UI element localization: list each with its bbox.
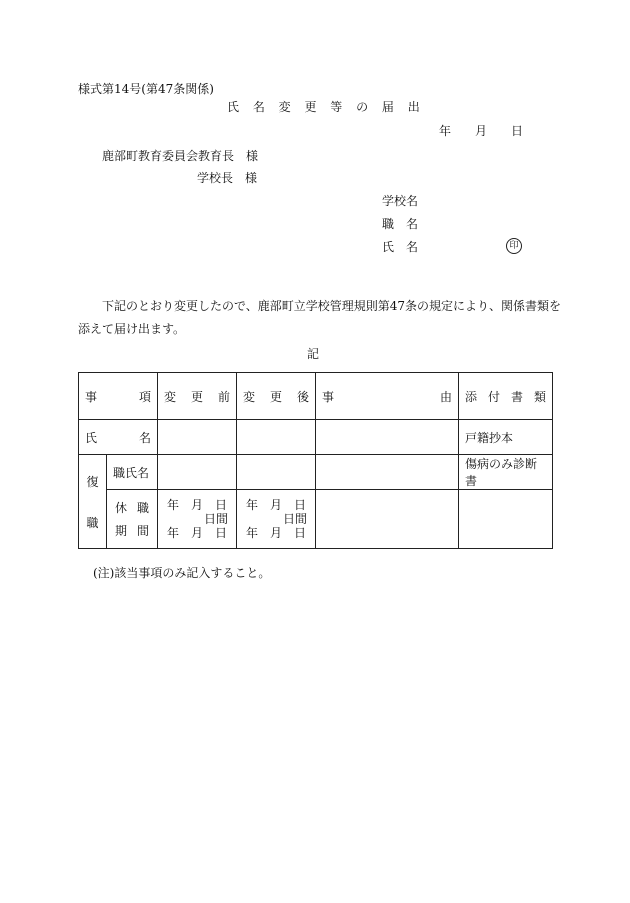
body-text-line1: 下記のとおり変更したので、鹿部町立学校管理規則第47条の規定により、関係書類を	[102, 299, 562, 313]
seal-icon: 印	[506, 238, 522, 254]
name-doc-cell: 戸籍抄本	[459, 420, 553, 455]
header-item: 事 項	[79, 373, 158, 420]
table-row-leave	[79, 490, 553, 549]
table-row-name	[79, 420, 553, 455]
position-doc-cell: 傷病のみ診断書	[459, 455, 553, 490]
body-text-line2: 添えて届け出ます。	[78, 322, 186, 336]
leave-after-cell[interactable]: 年 月 日 日間 年 月 日	[237, 490, 316, 549]
school-name-label: 学校名	[382, 194, 419, 208]
table-header-row	[79, 373, 553, 420]
reinstatement-label: 復 職	[79, 455, 107, 549]
header-docs: 添 付 書 類	[459, 373, 553, 420]
name-after-cell[interactable]	[237, 420, 316, 455]
leave-reason-cell[interactable]	[316, 490, 459, 549]
name-label: 氏 名	[382, 240, 419, 254]
position-after-cell[interactable]	[237, 455, 316, 490]
position-name-label: 職氏名	[107, 455, 158, 490]
leave-period-label: 休 職 期 間	[107, 490, 158, 549]
change-form-table	[78, 372, 553, 549]
addressee-board: 鹿部町教育委員会教育長 様	[102, 149, 259, 163]
header-before: 変 更 前	[158, 373, 237, 420]
table-row-position	[79, 455, 553, 490]
name-before-cell[interactable]	[158, 420, 237, 455]
position-before-cell[interactable]	[158, 455, 237, 490]
header-reason: 事 由	[316, 373, 459, 420]
addressee-principal: 学校長 様	[197, 171, 258, 185]
row-name-label: 氏 名	[79, 420, 158, 455]
leave-before-cell[interactable]: 年 月 日 日間 年 月 日	[158, 490, 237, 549]
ki-label: 記	[307, 347, 320, 361]
leave-doc-cell[interactable]	[459, 490, 553, 549]
position-label: 職 名	[382, 217, 419, 231]
note-text: (注)該当事項のみ記入すること。	[93, 566, 271, 580]
date-line: 年 月 日	[439, 124, 524, 138]
form-number: 様式第14号(第47条関係)	[78, 82, 214, 96]
name-reason-cell[interactable]	[316, 420, 459, 455]
position-reason-cell[interactable]	[316, 455, 459, 490]
header-after: 変 更 後	[237, 373, 316, 420]
page-title: 氏 名 変 更 等 の 届 出	[227, 100, 420, 114]
